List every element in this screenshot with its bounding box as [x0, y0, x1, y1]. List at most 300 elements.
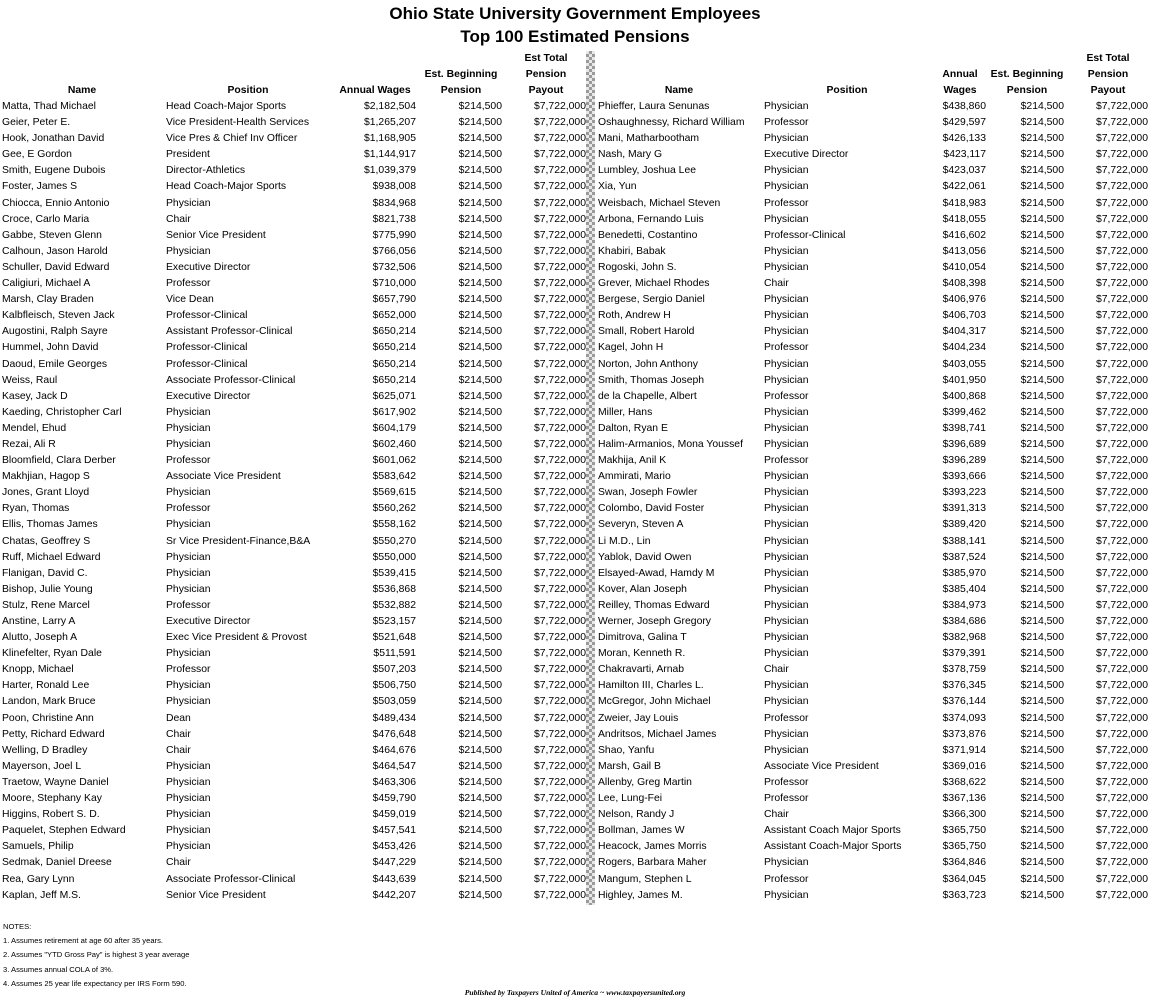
cell-est-total-payout: $7,722,000: [533, 680, 586, 692]
cell-position: Professor: [764, 776, 809, 788]
cell-est-beginning-pension: $214,500: [458, 712, 502, 724]
cell-name: Benedetti, Costantino: [598, 229, 698, 241]
cell-est-total-payout: $7,722,000: [1095, 310, 1148, 322]
cell-est-beginning-pension: $214,500: [1020, 165, 1064, 177]
cell-annual-wages: $429,597: [942, 117, 986, 129]
cell-est-total-payout: $7,722,000: [1095, 809, 1148, 821]
cell-annual-wages: $422,061: [942, 181, 986, 193]
table-row: [0, 324, 588, 340]
cell-est-beginning-pension: $214,500: [1020, 471, 1064, 483]
cell-name: Bishop, Julie Young: [2, 583, 93, 595]
cell-annual-wages: $423,117: [943, 149, 986, 161]
cell-annual-wages: $1,039,379: [363, 165, 416, 177]
table-row: [596, 405, 1150, 421]
cell-est-beginning-pension: $214,500: [1020, 873, 1064, 885]
cell-name: Mendel, Ehud: [2, 422, 67, 434]
cell-est-beginning-pension: $214,500: [1020, 197, 1064, 209]
cell-position: Physician: [764, 599, 809, 611]
cell-est-total-payout: $7,722,000: [1095, 358, 1148, 370]
table-row: [0, 357, 588, 373]
cell-est-beginning-pension: $214,500: [458, 487, 502, 499]
cell-est-beginning-pension: $214,500: [458, 551, 502, 563]
cell-name: Shao, Yanfu: [598, 744, 655, 756]
cell-est-total-payout: $7,722,000: [1095, 841, 1148, 853]
cell-est-total-payout: $7,722,000: [533, 213, 586, 225]
cell-annual-wages: $399,462: [942, 406, 986, 418]
table-row: [596, 791, 1150, 807]
cell-annual-wages: $393,666: [942, 471, 986, 483]
cell-name: Mangum, Stephen L: [598, 873, 692, 885]
cell-name: Swan, Joseph Fowler: [598, 487, 698, 499]
cell-annual-wages: $393,223: [942, 487, 986, 499]
cell-est-beginning-pension: $214,500: [458, 857, 502, 869]
cell-position: Physician: [764, 857, 809, 869]
cell-name: Nelson, Randy J: [598, 809, 675, 821]
cell-est-beginning-pension: $214,500: [458, 873, 502, 885]
table-row: [596, 421, 1150, 437]
cell-est-beginning-pension: $214,500: [458, 294, 502, 306]
cell-name: Higgins, Robert S. D.: [2, 809, 100, 821]
footer-credit: Published by Taxpayers United of America ~ www.taxpayersunited.org: [464, 988, 686, 997]
cell-est-beginning-pension: $214,500: [1020, 101, 1064, 112]
cell-name: Augostini, Ralph Sayre: [2, 326, 108, 338]
cell-est-total-payout: $7,722,000: [1095, 551, 1148, 563]
cell-position: Physician: [764, 551, 809, 563]
cell-est-beginning-pension: $214,500: [1020, 696, 1064, 708]
cell-est-total-payout: $7,722,000: [533, 519, 586, 531]
table-row: [596, 534, 1150, 550]
cell-name: Allenby, Greg Martin: [598, 776, 692, 788]
notes-heading: NOTES:: [3, 922, 32, 931]
cell-est-beginning-pension: $214,500: [1020, 712, 1064, 724]
cell-name: Rogoski, John S.: [598, 261, 677, 273]
table-row: [0, 405, 588, 421]
table-row: [596, 727, 1150, 743]
cell-est-beginning-pension: $214,500: [1020, 567, 1064, 579]
cell-position: Associate Professor-Clinical: [166, 873, 296, 885]
cell-annual-wages: $1,168,905: [363, 133, 416, 145]
cell-position: Physician: [764, 503, 809, 515]
cell-annual-wages: $382,968: [942, 632, 986, 644]
table-row: [0, 614, 588, 630]
cell-position: Physician: [166, 438, 211, 450]
cell-annual-wages: $732,506: [372, 261, 416, 273]
cell-annual-wages: $364,045: [942, 873, 986, 885]
cell-name: Ryan, Thomas: [2, 503, 70, 515]
cell-est-total-payout: $7,722,000: [1095, 229, 1148, 241]
cell-name: Makhjian, Hagop S: [2, 471, 90, 483]
header-position-right: Position: [826, 85, 868, 96]
cell-est-total-payout: $7,722,000: [1095, 342, 1148, 354]
cell-est-beginning-pension: $214,500: [1020, 229, 1064, 241]
cell-annual-wages: $536,868: [372, 583, 416, 595]
table-row: [596, 99, 1150, 115]
cell-est-total-payout: $7,722,000: [1095, 487, 1148, 499]
cell-est-total-payout: $7,722,000: [1095, 422, 1148, 434]
cell-position: Physician: [764, 261, 809, 273]
cell-name: Ammirati, Mario: [598, 471, 671, 483]
table-row: [596, 179, 1150, 195]
cell-est-beginning-pension: $214,500: [458, 245, 502, 257]
table-row: [596, 292, 1150, 308]
table-row: [0, 340, 588, 356]
cell-est-total-payout: $7,722,000: [1095, 390, 1148, 402]
cell-annual-wages: $459,790: [372, 793, 416, 805]
cell-est-total-payout: $7,722,000: [1095, 278, 1148, 290]
cell-est-beginning-pension: $214,500: [458, 165, 502, 177]
cell-position: Physician: [764, 358, 809, 370]
cell-name: Miller, Hans: [598, 406, 653, 418]
cell-annual-wages: $523,157: [372, 616, 416, 627]
cell-annual-wages: $378,759: [942, 664, 986, 676]
cell-est-beginning-pension: $214,500: [1020, 776, 1064, 788]
header-position: Position: [227, 85, 269, 96]
cell-est-total-payout: $7,722,000: [533, 197, 586, 209]
cell-est-total-payout: $7,722,000: [1095, 648, 1148, 660]
cell-position: Vice President-Health Services: [166, 117, 310, 129]
cell-annual-wages: $558,162: [372, 519, 416, 531]
cell-est-beginning-pension: $214,500: [1020, 181, 1064, 193]
cell-est-beginning-pension: $214,500: [1020, 326, 1064, 338]
table-row: [0, 163, 588, 179]
cell-position: Vice Pres & Chief Inv Officer: [166, 133, 298, 145]
cell-annual-wages: $366,300: [942, 809, 986, 821]
cell-position: Assistant Coach-Major Sports: [764, 841, 902, 853]
table-row: [0, 292, 588, 308]
cell-position: Physician: [166, 793, 211, 805]
header-est-beginning-2-right: Pension: [1006, 85, 1048, 96]
cell-position: Physician: [764, 101, 809, 112]
table-row: [0, 276, 588, 292]
cell-name: Rea, Gary Lynn: [2, 873, 75, 885]
cell-est-total-payout: $7,722,000: [1095, 744, 1148, 756]
table-row: [0, 791, 588, 807]
cell-name: Werner, Joseph Gregory: [598, 616, 712, 627]
table-row: [0, 308, 588, 324]
cell-est-beginning-pension: $214,500: [1020, 422, 1064, 434]
cell-est-beginning-pension: $214,500: [1020, 149, 1064, 161]
cell-position: Chair: [764, 809, 789, 821]
cell-est-total-payout: $7,722,000: [1095, 438, 1148, 450]
cell-est-beginning-pension: $214,500: [1020, 728, 1064, 740]
header-est-total-3-right: Payout: [1090, 85, 1126, 96]
cell-name: Kaplan, Jeff M.S.: [2, 889, 81, 901]
cell-name: Rezai, Ali R: [2, 438, 56, 450]
cell-position: Physician: [166, 567, 211, 579]
cell-est-beginning-pension: $214,500: [1020, 616, 1064, 627]
header-est-total-1: Est Total: [524, 53, 568, 64]
cell-est-total-payout: $7,722,000: [533, 294, 586, 306]
cell-annual-wages: $368,622: [942, 776, 986, 788]
cell-est-total-payout: $7,722,000: [533, 406, 586, 418]
cell-est-beginning-pension: $214,500: [458, 825, 502, 837]
cell-name: Marsh, Gail B: [598, 760, 661, 772]
cell-position: Professor: [166, 664, 211, 676]
header-annual-wages-1-right: Annual: [942, 69, 978, 80]
cell-name: Dalton, Ryan E: [598, 422, 668, 434]
cell-name: Hummel, John David: [2, 342, 99, 354]
cell-position: Physician: [764, 181, 809, 193]
table-row: [0, 501, 588, 517]
table-row: [596, 678, 1150, 694]
cell-name: Petty, Richard Edward: [2, 728, 105, 740]
table-row: [0, 244, 588, 260]
cell-name: Lumbley, Joshua Lee: [598, 165, 697, 177]
table-row: [0, 888, 588, 904]
cell-position: Associate Vice President: [764, 760, 879, 772]
cell-est-beginning-pension: $214,500: [1020, 519, 1064, 531]
table-row: [596, 389, 1150, 405]
cell-name: Matta, Thad Michael: [2, 101, 96, 112]
cell-est-beginning-pension: $214,500: [1020, 809, 1064, 821]
cell-position: Physician: [764, 889, 809, 901]
cell-name: Severyn, Steven A: [598, 519, 684, 531]
table-row: [596, 131, 1150, 147]
cell-est-total-payout: $7,722,000: [533, 809, 586, 821]
table-row: [596, 839, 1150, 855]
table-row: [0, 196, 588, 212]
cell-name: Traetow, Wayne Daniel: [2, 776, 109, 788]
cell-annual-wages: $403,055: [942, 358, 986, 370]
cell-name: Daoud, Emile Georges: [2, 358, 108, 370]
cell-annual-wages: $416,602: [942, 229, 986, 241]
pension-table-left: [0, 51, 588, 904]
cell-est-total-payout: $7,722,000: [1095, 728, 1148, 740]
cell-est-total-payout: $7,722,000: [533, 776, 586, 788]
cell-est-beginning-pension: $214,500: [458, 728, 502, 740]
cell-annual-wages: $604,179: [372, 422, 416, 434]
header-est-beginning-1: Est. Beginning: [424, 69, 498, 80]
table-row: [596, 469, 1150, 485]
header-est-total-1-right: Est Total: [1086, 53, 1130, 64]
cell-annual-wages: $464,676: [372, 744, 416, 756]
cell-est-beginning-pension: $214,500: [458, 342, 502, 354]
cell-annual-wages: $385,970: [942, 567, 986, 579]
cell-annual-wages: $423,037: [942, 165, 986, 177]
table-row: [0, 807, 588, 823]
table-row: [0, 228, 588, 244]
cell-est-total-payout: $7,722,000: [1095, 567, 1148, 579]
cell-est-total-payout: $7,722,000: [533, 422, 586, 434]
table-row: [0, 711, 588, 727]
table-row: [596, 630, 1150, 646]
cell-est-total-payout: $7,722,000: [1095, 117, 1148, 129]
cell-est-beginning-pension: $214,500: [1020, 342, 1064, 354]
cell-annual-wages: $387,524: [942, 551, 986, 563]
cell-est-total-payout: $7,722,000: [533, 503, 586, 515]
table-row: [0, 115, 588, 131]
cell-annual-wages: $369,016: [942, 760, 986, 772]
cell-est-beginning-pension: $214,500: [458, 117, 502, 129]
table-row: [0, 759, 588, 775]
cell-est-total-payout: $7,722,000: [533, 728, 586, 740]
cell-est-beginning-pension: $214,500: [1020, 503, 1064, 515]
cell-position: Vice Dean: [166, 294, 214, 306]
cell-position: Physician: [166, 809, 211, 821]
cell-est-beginning-pension: $214,500: [1020, 793, 1064, 805]
cell-est-total-payout: $7,722,000: [1095, 101, 1148, 112]
table-body-left: [0, 99, 588, 904]
cell-name: Chakravarti, Arnab: [598, 664, 685, 676]
table-row: [596, 324, 1150, 340]
cell-name: Colombo, David Foster: [598, 503, 705, 515]
table-row: [0, 775, 588, 791]
cell-name: McGregor, John Michael: [598, 696, 711, 708]
pension-table-right: [596, 51, 1150, 904]
cell-est-total-payout: $7,722,000: [533, 133, 586, 145]
cell-position: Assistant Professor-Clinical: [166, 326, 293, 338]
cell-position: Executive Director: [166, 616, 251, 627]
table-row: [596, 260, 1150, 276]
header-name: Name: [67, 85, 97, 96]
cell-est-total-payout: $7,722,000: [1095, 197, 1148, 209]
table-row: [0, 598, 588, 614]
cell-est-beginning-pension: $214,500: [458, 889, 502, 901]
cell-annual-wages: $384,686: [942, 616, 986, 627]
cell-est-beginning-pension: $214,500: [1020, 825, 1064, 837]
cell-annual-wages: $408,398: [942, 278, 986, 290]
cell-position: Physician: [166, 648, 211, 660]
cell-annual-wages: $650,214: [372, 326, 416, 338]
header-est-total-3: Payout: [528, 85, 564, 96]
table-row: [596, 662, 1150, 678]
cell-position: Executive Director: [166, 261, 251, 273]
cell-position: Associate Professor-Clinical: [166, 374, 296, 386]
cell-est-beginning-pension: $214,500: [458, 616, 502, 627]
cell-annual-wages: $503,059: [372, 696, 416, 708]
cell-est-total-payout: $7,722,000: [533, 101, 586, 112]
cell-annual-wages: $539,415: [372, 567, 416, 579]
table-row: [0, 99, 588, 115]
cell-name: Hamilton III, Charles L.: [598, 680, 704, 692]
cell-annual-wages: $388,141: [942, 535, 986, 547]
cell-est-total-payout: $7,722,000: [1095, 133, 1148, 145]
table-row: [596, 775, 1150, 791]
cell-position: Professor: [764, 793, 809, 805]
cell-position: Physician: [166, 680, 211, 692]
cell-position: Professor: [764, 197, 809, 209]
cell-annual-wages: $438,860: [942, 101, 986, 112]
cell-position: Chair: [166, 213, 191, 225]
cell-name: Calhoun, Jason Harold: [2, 245, 108, 257]
cell-annual-wages: $710,000: [372, 278, 416, 290]
table-row: [596, 147, 1150, 163]
cell-est-total-payout: $7,722,000: [1095, 583, 1148, 595]
cell-annual-wages: $821,738: [372, 213, 416, 225]
cell-est-total-payout: $7,722,000: [533, 390, 586, 402]
cell-annual-wages: $550,270: [372, 535, 416, 547]
cell-annual-wages: $365,750: [942, 825, 986, 837]
cell-annual-wages: $367,136: [942, 793, 986, 805]
cell-name: Weiss, Raul: [2, 374, 58, 386]
header-est-total-2-right: Pension: [1087, 69, 1129, 80]
table-row: [596, 453, 1150, 469]
cell-est-beginning-pension: $214,500: [1020, 841, 1064, 853]
cell-annual-wages: $418,055: [942, 213, 986, 225]
cell-annual-wages: $442,207: [372, 889, 416, 901]
cell-annual-wages: $447,229: [372, 857, 416, 869]
cell-est-total-payout: $7,722,000: [533, 696, 586, 708]
cell-est-total-payout: $7,722,000: [1095, 873, 1148, 885]
cell-annual-wages: $532,882: [372, 599, 416, 611]
cell-est-total-payout: $7,722,000: [533, 535, 586, 547]
note-item: 3. Assumes annual COLA of 3%.: [3, 964, 114, 974]
cell-est-beginning-pension: $214,500: [1020, 583, 1064, 595]
cell-name: Poon, Christine Ann: [2, 712, 94, 724]
cell-est-beginning-pension: $214,500: [458, 535, 502, 547]
cell-name: Halim-Armanios, Mona Youssef: [598, 438, 743, 450]
cell-est-total-payout: $7,722,000: [533, 664, 586, 676]
cell-est-beginning-pension: $214,500: [1020, 278, 1064, 290]
cell-annual-wages: $617,902: [372, 406, 416, 418]
cell-annual-wages: $396,689: [942, 438, 986, 450]
cell-position: Physician: [764, 519, 809, 531]
table-row: [596, 228, 1150, 244]
table-row: [0, 179, 588, 195]
cell-position: Professor-Clinical: [166, 342, 248, 354]
cell-annual-wages: $1,144,917: [363, 149, 416, 161]
table-row: [0, 437, 588, 453]
cell-annual-wages: $413,056: [942, 245, 986, 257]
cell-est-beginning-pension: $214,500: [1020, 358, 1064, 370]
cell-est-total-payout: $7,722,000: [533, 825, 586, 837]
cell-est-total-payout: $7,722,000: [533, 245, 586, 257]
note-item: 2. Assumes "YTD Gross Pay" is highest 3 year average: [3, 950, 190, 960]
cell-est-total-payout: $7,722,000: [1095, 213, 1148, 225]
cell-est-total-payout: $7,722,000: [1095, 245, 1148, 257]
cell-est-beginning-pension: $214,500: [458, 261, 502, 273]
cell-name: Mayerson, Joel L: [2, 760, 82, 772]
cell-name: Bergese, Sergio Daniel: [598, 294, 705, 306]
cell-position: Physician: [764, 245, 809, 257]
cell-annual-wages: $463,306: [372, 776, 416, 788]
table-row: [596, 373, 1150, 389]
cell-annual-wages: $457,541: [372, 825, 416, 837]
cell-est-beginning-pension: $214,500: [458, 390, 502, 402]
table-row: [596, 276, 1150, 292]
header-est-beginning-1-right: Est. Beginning: [990, 69, 1064, 80]
cell-annual-wages: $489,434: [372, 712, 416, 724]
table-row: [0, 389, 588, 405]
cell-est-total-payout: $7,722,000: [533, 438, 586, 450]
table-row: [0, 517, 588, 533]
cell-name: Kasey, Jack D: [2, 390, 68, 402]
cell-position: Physician: [764, 728, 809, 740]
cell-est-total-payout: $7,722,000: [533, 857, 586, 869]
cell-est-total-payout: $7,722,000: [533, 793, 586, 805]
cell-est-beginning-pension: $214,500: [458, 422, 502, 434]
cell-est-beginning-pension: $214,500: [458, 599, 502, 611]
cell-name: de la Chapelle, Albert: [598, 390, 697, 402]
table-row: [596, 711, 1150, 727]
cell-annual-wages: $453,426: [372, 841, 416, 853]
cell-est-total-payout: $7,722,000: [533, 310, 586, 322]
cell-est-total-payout: $7,722,000: [1095, 406, 1148, 418]
cell-position: Physician: [764, 616, 809, 627]
cell-annual-wages: $404,317: [942, 326, 986, 338]
cell-est-total-payout: $7,722,000: [533, 374, 586, 386]
cell-position: Physician: [166, 245, 211, 257]
table-row: [596, 340, 1150, 356]
cell-annual-wages: $365,750: [942, 841, 986, 853]
cell-est-beginning-pension: $214,500: [1020, 294, 1064, 306]
cell-est-total-payout: $7,722,000: [533, 117, 586, 129]
cell-name: Stulz, Rene Marcel: [2, 599, 90, 611]
table-row: [596, 614, 1150, 630]
cell-est-total-payout: $7,722,000: [1095, 664, 1148, 676]
cell-annual-wages: $391,313: [942, 503, 986, 515]
cell-name: Klinefelter, Ryan Dale: [2, 648, 102, 660]
